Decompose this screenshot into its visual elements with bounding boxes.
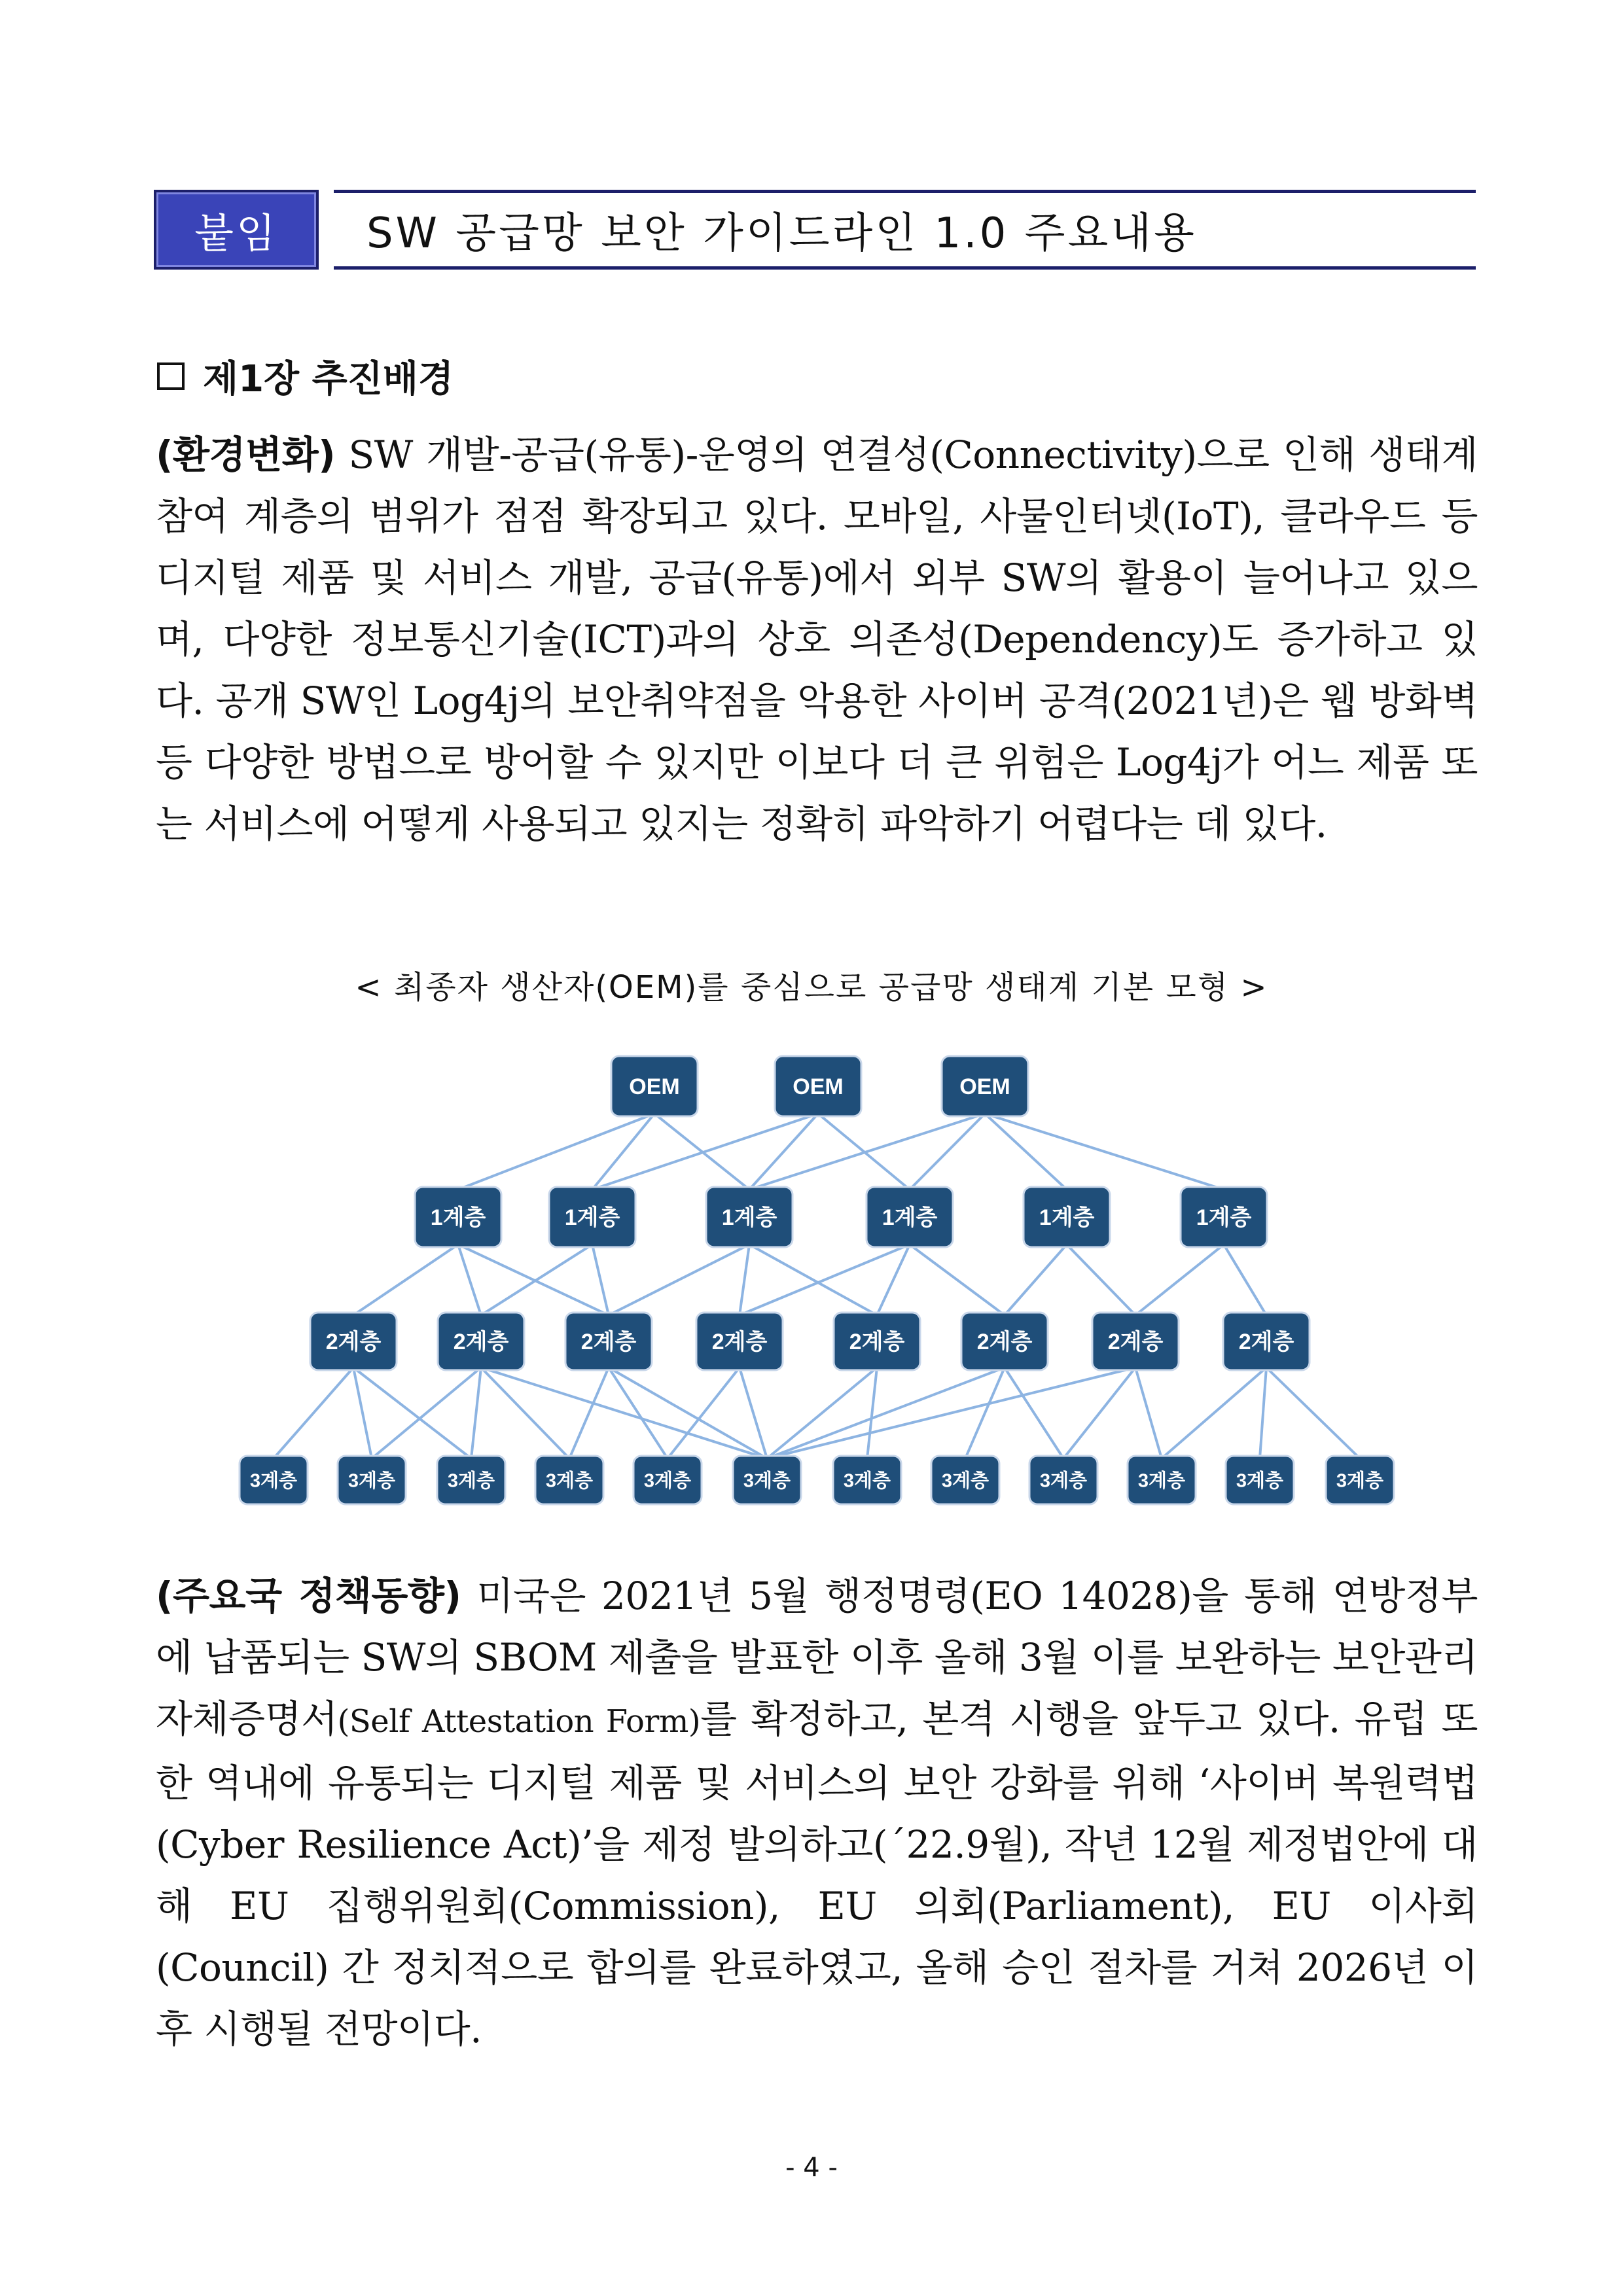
diagram-node-label: 3계층 (941, 1470, 990, 1492)
diagram-node-level-3 (437, 1456, 505, 1504)
diagram-connector (985, 1114, 1224, 1190)
figure-caption: < 최종자 생산자(OEM)를 중심으로 공급망 생태계 기본 모형 > (355, 969, 1268, 1006)
diagram-node-label: OEM (629, 1074, 680, 1100)
diagram-connector (1135, 1368, 1162, 1458)
diagram-connector (1162, 1368, 1266, 1458)
diagram-connector (609, 1368, 668, 1458)
diagram-connector (1067, 1245, 1135, 1315)
page-number: - 4 - (785, 2153, 838, 2183)
diagram-node-label: 3계층 (843, 1470, 891, 1492)
diagram-connector (1005, 1245, 1067, 1315)
diagram-node-level-3 (1226, 1456, 1294, 1504)
diagram-node-label: 1계층 (1196, 1205, 1252, 1231)
diagram-connector (1266, 1368, 1360, 1458)
diagram-connector (372, 1368, 481, 1458)
diagram-connector (1063, 1368, 1135, 1458)
diagram-connector (910, 1245, 1005, 1315)
diagram-connector (458, 1245, 481, 1315)
document-title: SW 공급망 보안 가이드라인 1.0 주요내용 (334, 190, 1476, 270)
diagram-node-label: 2계층 (325, 1330, 382, 1355)
attachment-tag: 붙임 (154, 190, 319, 270)
diagram-node-level-2 (310, 1313, 397, 1370)
diagram-node-label: 1계층 (564, 1205, 620, 1231)
diagram-node-level-0 (942, 1056, 1028, 1116)
diagram-node-level-3 (338, 1456, 406, 1504)
diagram-node-level-0 (611, 1056, 698, 1116)
diagram-node-level-3 (1326, 1456, 1394, 1504)
diagram-node-level-2 (1223, 1313, 1310, 1370)
paragraph-policy-trends (156, 1565, 1478, 2060)
diagram-node-level-2 (565, 1313, 652, 1370)
diagram-node-label: 2계층 (580, 1330, 637, 1355)
diagram-nodes (240, 1056, 1394, 1504)
diagram-connector (740, 1245, 749, 1315)
diagram-connector (609, 1245, 749, 1315)
diagram-node-level-1 (1181, 1187, 1267, 1247)
diagram-node-label: 2계층 (1238, 1330, 1294, 1355)
diagram-node-level-1 (706, 1187, 793, 1247)
diagram-node-level-3 (633, 1456, 702, 1504)
diagram-node-label: 1계층 (721, 1205, 777, 1231)
diagram-node-level-2 (1092, 1313, 1179, 1370)
diagram-node-label: 3계층 (643, 1470, 692, 1492)
diagram-node-label: OEM (793, 1074, 844, 1100)
diagram-connector (471, 1368, 481, 1458)
diagram-node-level-2 (834, 1313, 920, 1370)
diagram-connector (749, 1245, 877, 1315)
diagram-node-level-3 (833, 1456, 901, 1504)
diagram-node-level-2 (438, 1313, 524, 1370)
diagram-node-level-3 (1128, 1456, 1196, 1504)
diagram-node-label: OEM (959, 1074, 1010, 1100)
diagram-node-label: 3계층 (1236, 1470, 1284, 1492)
diagram-node-level-3 (1029, 1456, 1097, 1504)
diagram-connector (1135, 1245, 1224, 1315)
diagram-node-level-1 (1024, 1187, 1110, 1247)
diagram-node-label: 3계층 (348, 1470, 396, 1492)
diagram-connector (353, 1368, 471, 1458)
diagram-connector (458, 1245, 609, 1315)
diagram-connector (1005, 1368, 1063, 1458)
diagram-connector (867, 1368, 877, 1458)
diagram-connector (481, 1245, 592, 1315)
diagram-node-label: 1계층 (1039, 1205, 1095, 1231)
diagram-connector (1260, 1368, 1266, 1458)
diagram-node-label: 2계층 (453, 1330, 509, 1355)
diagram-connector (668, 1368, 740, 1458)
diagram-connector (740, 1245, 910, 1315)
diagram-node-label: 3계층 (545, 1470, 594, 1492)
diagram-connector (985, 1114, 1067, 1190)
diagram-connector (592, 1245, 609, 1315)
diagram-node-level-3 (733, 1456, 801, 1504)
diagram-node-label: 2계층 (711, 1330, 768, 1355)
paragraph-lead: (주요국 정책동향) (156, 1574, 461, 1618)
diagram-node-label: 3계층 (249, 1470, 298, 1492)
diagram-node-label: 1계층 (430, 1205, 486, 1231)
diagram-node-label: 3계층 (1137, 1470, 1186, 1492)
diagram-node-label: 3계층 (1039, 1470, 1088, 1492)
diagram-node-label: 3계층 (447, 1470, 495, 1492)
diagram-connector (569, 1368, 609, 1458)
diagram-node-level-1 (549, 1187, 635, 1247)
diagram-node-level-2 (961, 1313, 1048, 1370)
paragraph-text: SW 개발-공급(유통)-운영의 연결성(Connectivity)으로 인해 생태계 참여 계층의 범위가 점점 확장되고 있다. 모바일, 사물인터넷(IoT), 클라우드 등 디지털 제품 및 서비스 개발, 공급(유통)에서 외부 SW의 활용이 늘어나고 있으며, 다양한 정보통신기술(ICT)과의 상호 의존성(Dependency)도 증가하고 있다. 공개 SW인 Log4j의 보안취약점을 악용한 사이버 공격(2021년)은 웹 방화벽 등 다양한 방법으로 방어할 수 있지만 이보다 더 큰 위험은 Log4j가 어느 제품 또는 서비스에 어떻게 사용되고 있지는 정확히 파악하기 어렵다는 데 있다. (156, 433, 1478, 846)
diagram-node-level-3 (535, 1456, 603, 1504)
diagram-node-level-2 (696, 1313, 783, 1370)
diagram-node-level-3 (931, 1456, 999, 1504)
diagram-node-level-1 (866, 1187, 953, 1247)
diagram-node-label: 2계층 (849, 1330, 905, 1355)
diagram-node-level-0 (775, 1056, 861, 1116)
diagram-node-label: 3계층 (1336, 1470, 1384, 1492)
diagram-node-label: 1계층 (882, 1205, 938, 1231)
paragraph-lead: (환경변화) (156, 433, 336, 477)
diagram-connector (274, 1368, 353, 1458)
paragraph-text: 를 확정하고, 본격 시행을 앞두고 있다. 유럽 또한 역내에 유통되는 디지털 제품 및 서비스의 보안 강화를 위해 ‘사이버 복원력법(Cyber Resilience Act)’을 제정 발의하고(´22.9월), 작년 12월 제정법안에 대해 EU 집행위원회(Commission), EU 의회(Parliament), EU 이사회(Council) 간 정치적으로 합의를 완료하였고, 올해 승인 절차를 거쳐 2026년 이후 시행될 전망이다. (156, 1697, 1478, 2051)
paragraph-text: 미국은 2021년 5월 행정명령(EO 14028)을 통해 연방정부에 납품되는 SW의 SBOM 제출을 발표한 이후 올해 3월 이를 보완하는 보안관리 자체증명서 (156, 1574, 1478, 1741)
diagram-connector (767, 1368, 1005, 1458)
diagram-node-label: 2계층 (976, 1330, 1033, 1355)
diagram-node-label: 3계층 (743, 1470, 791, 1492)
section-heading-text: 제1장 추진배경 (203, 358, 454, 400)
diagram-node-label: 2계층 (1107, 1330, 1164, 1355)
diagram-connector (353, 1245, 458, 1315)
diagram-edges (274, 1114, 1360, 1458)
diagram-node-level-1 (415, 1187, 501, 1247)
diagram-node-level-3 (240, 1456, 308, 1504)
paragraph-text-small: (Self Attestation Form) (337, 1703, 701, 1740)
diagram-connector (1224, 1245, 1266, 1315)
